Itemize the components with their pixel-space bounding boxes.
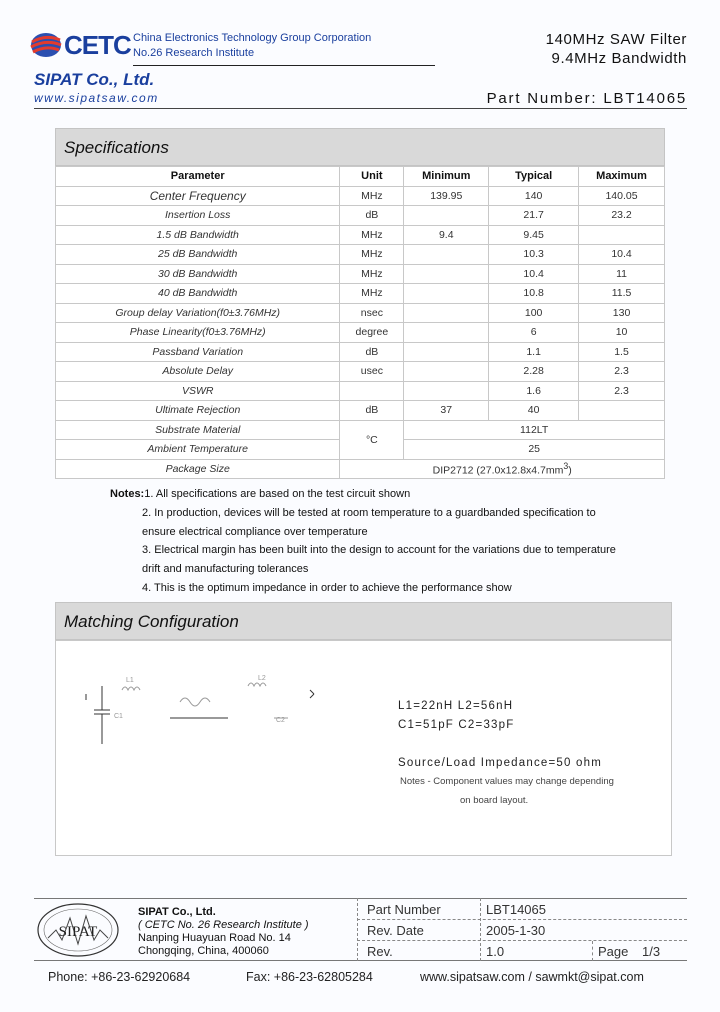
min-cell	[404, 381, 489, 401]
typ-cell: 1.1	[489, 342, 579, 362]
circuit-c1-label: C1	[114, 713, 123, 720]
typ-cell: 1.6	[489, 381, 579, 401]
footer-rev-label: Rev.	[367, 944, 393, 959]
param-cell: Ultimate Rejection	[56, 401, 340, 421]
ambient-label: Ambient Temperature	[56, 440, 340, 460]
typ-cell: 10.3	[489, 245, 579, 265]
typ-cell: 2.28	[489, 362, 579, 382]
footer-part-value: LBT14065	[486, 902, 546, 917]
typ-cell: 21.7	[489, 206, 579, 226]
min-cell	[404, 206, 489, 226]
circuit-l2-label: L2	[258, 675, 266, 682]
note-3b: drift and manufacturing tolerances	[142, 563, 309, 576]
footer-divider	[357, 919, 687, 920]
max-cell: 10	[579, 323, 665, 343]
table-row	[56, 342, 665, 362]
circuit-l1-label: L1	[126, 677, 134, 684]
unit-cell: degree	[340, 323, 404, 343]
param-cell: 30 dB Bandwidth	[56, 264, 340, 284]
unit-cell: MHz	[340, 284, 404, 304]
col-minimum: Minimum	[404, 167, 489, 187]
unit-cell: MHz	[340, 245, 404, 265]
part-number-value: LBT14065	[603, 90, 687, 107]
footer-box	[34, 898, 687, 961]
package-close: )	[568, 464, 572, 477]
inductor-values: L1=22nH L2=56nH	[398, 700, 514, 712]
table-row	[56, 459, 665, 479]
col-typical: Typical	[489, 167, 579, 187]
max-cell	[579, 401, 665, 421]
footer-page-value: 1/3	[642, 944, 661, 959]
param-cell: 25 dB Bandwidth	[56, 245, 340, 265]
min-cell	[404, 323, 489, 343]
capacitor-values: C1=51pF C2=33pF	[398, 719, 515, 731]
param-cell: 1.5 dB Bandwidth	[56, 225, 340, 245]
param-cell: Insertion Loss	[56, 206, 340, 226]
note-4: 4. This is the optimum impedance in order to achieve the performance show	[142, 581, 512, 594]
table-row	[56, 420, 665, 440]
unit-cell: usec	[340, 362, 404, 382]
typ-cell: 140	[489, 186, 579, 206]
footer-company: SIPAT Co., Ltd.	[138, 906, 216, 918]
notes-block	[110, 485, 630, 598]
param-cell: Phase Linearity(f0±3.76MHz)	[56, 323, 340, 343]
package-sup: 3	[563, 461, 569, 471]
unit-cell	[340, 381, 404, 401]
unit-cell: dB	[340, 401, 404, 421]
col-parameter: Parameter	[56, 167, 340, 187]
ambient-value: 25	[404, 440, 665, 460]
note-1-text: 1. All specifications are based on the test circuit shown	[144, 488, 411, 500]
matching-note-1: Notes - Component values may change depending	[400, 776, 614, 787]
cetc-logo-text: CETC	[64, 30, 131, 60]
table-row	[56, 284, 665, 304]
table-row	[56, 381, 665, 401]
max-cell: 130	[579, 303, 665, 323]
product-subtitle: 9.4MHz Bandwidth	[551, 50, 687, 67]
footer-phone: Phone: +86-23-62920684	[48, 970, 191, 984]
specifications-body	[56, 186, 665, 420]
seal-text: SIPAT	[58, 924, 98, 940]
min-cell: 9.4	[404, 225, 489, 245]
unit-cell: nsec	[340, 303, 404, 323]
typ-cell: 10.8	[489, 284, 579, 304]
min-cell	[404, 264, 489, 284]
load-impedance: Source/Load Impedance=50 ohm	[398, 757, 602, 769]
package-label: Package Size	[56, 459, 340, 479]
table-row	[56, 303, 665, 323]
col-unit: Unit	[340, 167, 404, 187]
table-row	[56, 401, 665, 421]
min-cell	[404, 362, 489, 382]
min-cell: 37	[404, 401, 489, 421]
footer-divider	[357, 898, 358, 961]
param-cell: 40 dB Bandwidth	[56, 284, 340, 304]
unit-cell: dB	[340, 342, 404, 362]
table-row	[56, 245, 665, 265]
col-maximum: Maximum	[579, 167, 665, 187]
footer-divider	[480, 898, 481, 961]
matching-heading: Matching Configuration	[55, 602, 672, 640]
typ-cell: 9.45	[489, 225, 579, 245]
min-cell	[404, 303, 489, 323]
footer-rev-value: 1.0	[486, 944, 505, 959]
table-row	[56, 323, 665, 343]
note-2a: 2. In production, devices will be tested at room temperature to a guardbanded specification to	[142, 506, 596, 519]
substrate-value: 112LT	[404, 420, 665, 440]
max-cell: 1.5	[579, 342, 665, 362]
param-cell: Absolute Delay	[56, 362, 340, 382]
specifications-table	[55, 166, 665, 479]
typ-cell: 6	[489, 323, 579, 343]
footer-divider	[357, 940, 687, 941]
substrate-label: Substrate Material	[56, 420, 340, 440]
unit-cell: MHz	[340, 264, 404, 284]
min-cell	[404, 342, 489, 362]
table-row	[56, 362, 665, 382]
max-cell: 11.5	[579, 284, 665, 304]
part-number-label: Part Number:	[486, 90, 598, 107]
table-row	[56, 264, 665, 284]
table-row	[56, 225, 665, 245]
footer-company-sub: ( CETC No. 26 Research Institute )	[138, 919, 309, 931]
footer-divider	[592, 941, 593, 961]
note-3a: 3. Electrical margin has been built into the design to account for the variations due to temperature	[142, 544, 616, 557]
table-row	[56, 186, 665, 206]
table-row	[56, 206, 665, 226]
footer-web-email[interactable]: www.sipatsaw.com / sawmkt@sipat.com	[420, 970, 644, 984]
typ-cell: 10.4	[489, 264, 579, 284]
footer-fax: Fax: +86-23-62805284	[246, 970, 373, 984]
notes-label: Notes:	[110, 488, 145, 500]
cetc-logo-icon	[28, 30, 64, 60]
ambient-unit: °C	[340, 420, 404, 459]
min-cell	[404, 284, 489, 304]
footer-date-label: Rev. Date	[367, 923, 424, 938]
typ-cell: 100	[489, 303, 579, 323]
unit-cell: dB	[340, 206, 404, 226]
typ-cell: 40	[489, 401, 579, 421]
sipat-company-name: SIPAT Co., Ltd.	[34, 70, 155, 89]
max-cell: 11	[579, 264, 665, 284]
max-cell: 2.3	[579, 381, 665, 401]
min-cell	[404, 245, 489, 265]
header-part-number	[487, 90, 687, 107]
package-dims: DIP2712 (27.0x12.8x4.7mm	[432, 464, 564, 477]
sipat-website[interactable]: www.sipatsaw.com	[34, 91, 159, 105]
max-cell: 23.2	[579, 206, 665, 226]
header-divider	[133, 65, 435, 66]
footer-part-label: Part Number	[367, 902, 441, 917]
package-value	[340, 459, 665, 479]
min-cell: 139.95	[404, 186, 489, 206]
table-header-row	[56, 167, 665, 187]
max-cell	[579, 225, 665, 245]
note-1	[110, 485, 630, 504]
matching-note-2: on board layout.	[460, 795, 529, 806]
institute-name: No.26 Research Institute	[133, 47, 255, 59]
max-cell: 140.05	[579, 186, 665, 206]
unit-cell: MHz	[340, 225, 404, 245]
max-cell: 10.4	[579, 245, 665, 265]
max-cell: 2.3	[579, 362, 665, 382]
param-cell: Passband Variation	[56, 342, 340, 362]
sipat-seal-logo	[34, 900, 122, 960]
company-name: China Electronics Technology Group Corporation	[133, 32, 372, 44]
product-title: 140MHz SAW Filter	[545, 31, 687, 48]
param-cell: VSWR	[56, 381, 340, 401]
header-bottom-divider	[34, 108, 687, 109]
footer-date-value: 2005-1-30	[486, 923, 546, 938]
specifications-heading: Specifications	[55, 128, 665, 166]
param-cell: Group delay Variation(f0±3.76MHz)	[56, 303, 340, 323]
footer-address-1: Nanping Huayuan Road No. 14	[138, 932, 291, 944]
footer-address-2: Chongqing, China, 400060	[138, 945, 269, 957]
note-2b: ensure electrical compliance over temperature	[142, 525, 368, 538]
circuit-c2-label: C2	[276, 717, 285, 724]
param-cell: Center Frequency	[56, 186, 340, 206]
matching-circuit-diagram	[78, 672, 328, 752]
unit-cell: MHz	[340, 186, 404, 206]
footer-page-label: Page	[598, 944, 629, 959]
